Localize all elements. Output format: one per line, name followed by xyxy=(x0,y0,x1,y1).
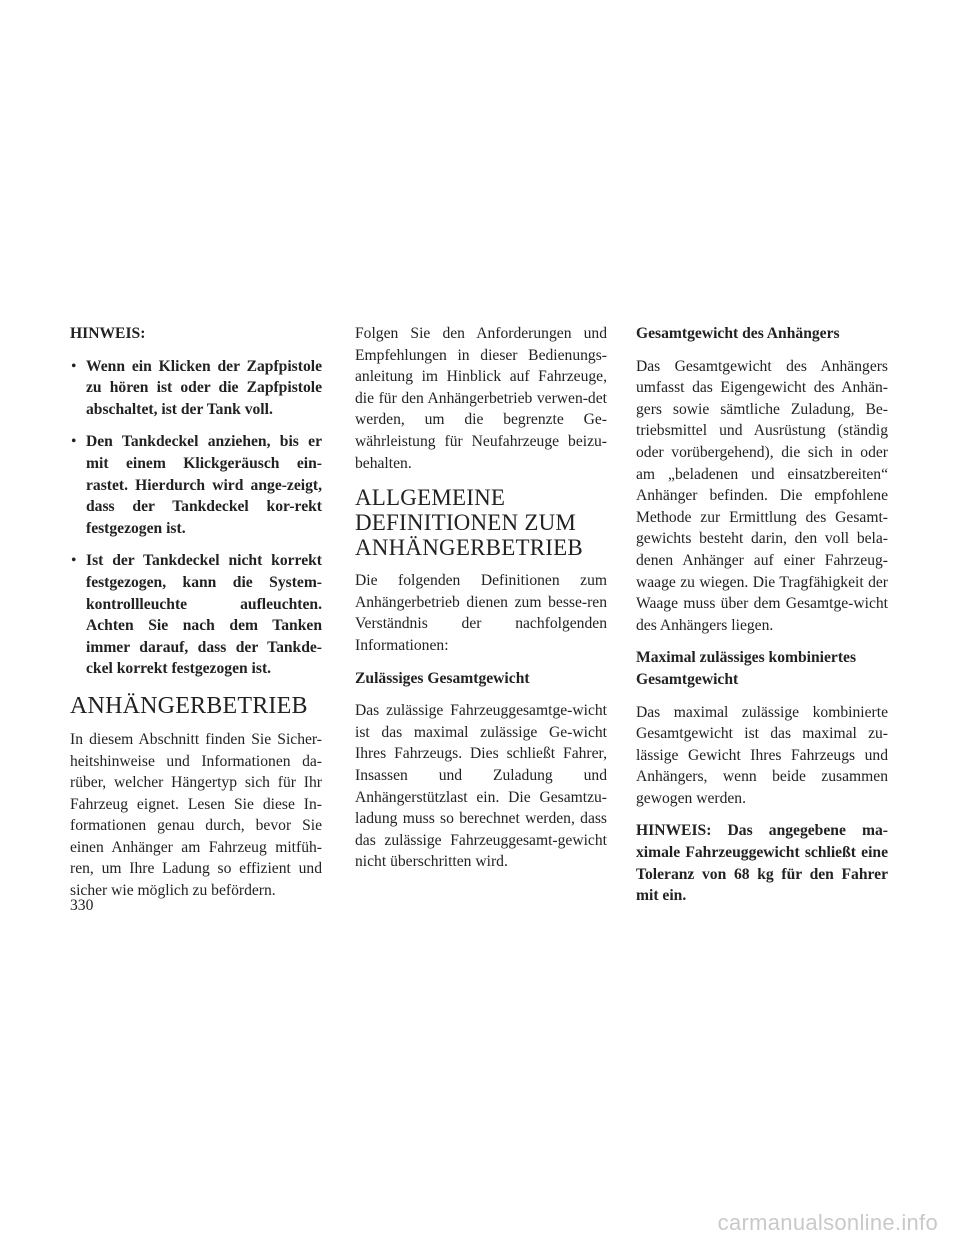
note-label: HINWEIS: xyxy=(70,325,146,342)
column-left xyxy=(70,323,322,913)
subheading: Gesamtgewicht des Anhängers xyxy=(636,325,840,342)
column-middle xyxy=(355,323,607,884)
watermark: carmanualsonline.info xyxy=(717,1210,938,1236)
body-paragraph: In diesem Abschnitt finden Sie Sicher-heitshinweise und Informationen da-rüber, welcher Hängertyp sich für Ihr Fahrzeug eignet. Lesen Sie diese In-formationen genau durch, bevor Sie einen Anhänger am Fahrzeug mitfüh-ren, um Ihre Ladung so effizient und sicher wie möglich zu befördern. xyxy=(70,730,322,900)
bullet-item: • Ist der Tankdeckel nicht korrekt festgezogen, kann die System-kontrollleuchte aufleuchten. Achten Sie nach dem Tanken immer darauf, dass der Tankde-ckel korrekt festgezogen ist. xyxy=(70,550,322,680)
subheading: Maximal zulässiges kombiniertes Gesamtgewicht xyxy=(636,649,857,688)
body-paragraph: Das Gesamtgewicht des Anhängers umfasst das Eigengewicht des Anhän-gers sowie sämtliche Zuladung, Be-triebsmittel und Ausrüstung (ständig oder vorübergehend), die sich in oder am „beladenen und einsatzbereiten“ Anhänger befinden. Die empfohlene Methode zur Ermittlung des Gesamt-gewichts besteht darin, den voll bela-denen Anhänger auf einer Fahrzeug-waage zu wiegen. Die Tragfähigkeit der Waage muss über dem Gesamtge-wicht des Anhängers liegen. xyxy=(636,357,888,634)
subheading: Zulässiges Gesamtgewicht xyxy=(355,669,530,687)
body-paragraph: Die folgenden Definitionen zum Anhängerbetrieb dienen zum besse-ren Verständnis der nachfolgenden Informationen: xyxy=(355,572,607,654)
body-paragraph: Das maximal zulässige kombinierte Gesamtgewicht ist das maximal zu-lässige Gewicht Ihres Fahrzeugs und Anhängers, wenn beide zusammen gewogen werden. xyxy=(636,703,888,807)
bullet-list xyxy=(70,356,322,680)
page-number: 330 xyxy=(70,897,94,914)
bullet-item: • Den Tankdeckel anziehen, bis er mit einem Klickgeräusch ein-rastet. Hierdurch wird ange-zeigt, dass der Tankdeckel kor-rekt festgezogen ist. xyxy=(70,431,322,539)
body-paragraph: Folgen Sie den Anforderungen und Empfehlungen in dieser Bedienungs-anleitung im Hinblick auf Fahrzeuge, die für den Anhängerbetrieb verwen-det werden, um die begrenzte Ge-währleistung für Neufahrzeuge beizu-behalten. xyxy=(355,325,607,472)
bullet-item: • Wenn ein Klicken der Zapfpistole zu hören ist oder die Zapfpistole abschaltet, ist der Tank voll. xyxy=(70,356,322,421)
column-right xyxy=(636,323,888,918)
note-paragraph: HINWEIS: Das angegebene ma-ximale Fahrzeuggewicht schließt eine Toleranz von 68 kg für den Fahrer mit ein. xyxy=(636,822,888,905)
section-heading: ANHÄNGERBETRIEB xyxy=(70,692,308,719)
section-heading: ALLGEMEINE DEFINITIONEN ZUM ANHÄNGERBETRIEB xyxy=(355,485,583,561)
body-paragraph: Das zulässige Fahrzeuggesamtge-wicht ist das maximal zulässige Ge-wicht Ihres Fahrzeugs. Dies schließt Fahrer, Insassen und Zuladung und Anhängerstützlast ein. Die Gesamtzu-ladung muss so berechnet werden, dass das zulässige Fahrzeuggesamt-gewicht nicht überschritten wird. xyxy=(355,702,607,871)
